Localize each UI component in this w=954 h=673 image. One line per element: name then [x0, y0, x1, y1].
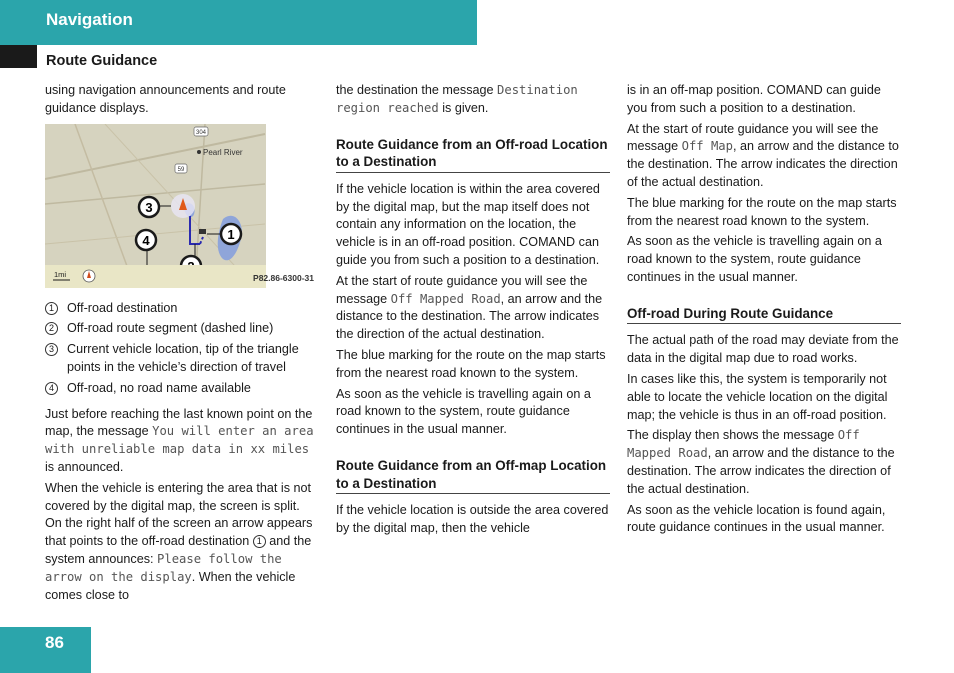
scale-label: 1mi	[54, 269, 67, 279]
paragraph: As soon as the vehicle is travelling again on a road known to the system, route guidance continues in the usual manner.	[627, 234, 882, 284]
section-title: Route Guidance	[46, 53, 158, 69]
svg-text:4: 4	[142, 232, 150, 248]
map-image	[45, 124, 266, 288]
paragraph: The blue marking for the route on the map starts from the nearest road known to the system.	[336, 347, 606, 380]
system-message: Destination region reached	[336, 83, 578, 115]
subheading: Route Guidance from an Off-map Location to a Destination	[336, 457, 610, 494]
legend-number: 2	[45, 322, 58, 335]
column-3	[627, 82, 901, 540]
paragraph: The display then shows the message Off Mapped Road, an arrow and the distance to the destination. The arrow indicates the direction of the actual destination.	[627, 428, 895, 496]
paragraph: is in an off-map position. COMAND can guide you from such a position to a destination.	[627, 83, 881, 115]
subheading: Route Guidance from an Off-road Location to a Destination	[336, 136, 610, 173]
system-message: Please follow the arrow on the display	[45, 551, 282, 584]
legend-number: 4	[45, 382, 58, 395]
section-marker	[0, 45, 37, 68]
place-dot	[197, 150, 201, 154]
legend-item: 3 Current vehicle location, tip of the triangle points in the vehicle’s direction of travel	[45, 341, 319, 377]
map-figure	[45, 124, 318, 288]
legend-item: 1 Off-road destination	[45, 300, 319, 318]
paragraph: At the start of route guidance you will see the message Off Mapped Road, an arrow and the distance to the destination. The arrow indicates the direction of the actual destination.	[336, 273, 603, 342]
figure-legend	[45, 300, 319, 398]
inline-number: 1	[253, 535, 266, 548]
system-message: You will enter an area with unreliable map data in xx miles	[45, 424, 314, 457]
paragraph: Just before reaching the last known point on the map, the message You will enter an area with unreliable map data in xx miles is announced.	[45, 406, 314, 474]
svg-text:304: 304	[195, 129, 207, 136]
paragraph: In cases like this, the system is temporarily not able to locate the vehicle location on the digital map; the vehicle is thus in an off-road position.	[627, 371, 888, 422]
paragraph: As soon as the vehicle location is found again, route guidance continues in the usual manner.	[627, 502, 886, 535]
place-label: Pearl River	[203, 147, 243, 157]
system-message: Off Map	[681, 139, 733, 154]
paragraph: If the vehicle location is within the area covered by the digital map, but the map itself does not contain any information on the location, the vehicle is in an off-road position. COMAND can guide you from such a position to a destination.	[336, 181, 600, 267]
legend-number: 3	[45, 343, 58, 356]
paragraph: When the vehicle is entering the area that is not covered by the digital map, the screen is split. On the right half of the screen an arrow appears that points to the off-road destination 1 and the system announces: Please follow the arrow on the display. When the vehicle comes close to	[45, 480, 313, 602]
figure-id: P82.86-6300-31	[253, 272, 314, 283]
paragraph: The actual path of the road may deviate from the data in the digital map due to road works.	[627, 333, 899, 366]
system-message: Off Mapped Road	[627, 428, 860, 461]
paragraph: the destination the message Destination region reached is given.	[336, 83, 578, 115]
paragraph: The blue marking for the route on the map starts from the nearest road known to the system.	[627, 195, 897, 228]
intro-paragraph: using navigation announcements and route guidance displays.	[45, 83, 286, 115]
legend-item: 4 Off-road, no road name available	[45, 380, 319, 398]
svg-text:3: 3	[145, 199, 153, 215]
column-1	[45, 82, 319, 607]
svg-text:59: 59	[177, 166, 185, 173]
map-status-bar	[45, 265, 266, 288]
svg-text:1: 1	[227, 226, 235, 242]
column-2	[336, 82, 610, 541]
legend-number: 1	[45, 302, 58, 315]
paragraph: At the start of route guidance you will see the message Off Map, an arrow and the distance to the destination. The arrow indicates the direction of the actual destination.	[627, 121, 899, 189]
subheading: Off-road During Route Guidance	[627, 305, 901, 325]
system-message: Off Mapped Road	[390, 291, 501, 306]
destination-flag	[199, 229, 206, 234]
paragraph: If the vehicle location is outside the area covered by the digital map, then the vehicle	[336, 503, 609, 535]
page-number: 86	[45, 633, 64, 652]
paragraph: As soon as the vehicle is travelling again on a road known to the system, route guidance continues in the usual manner.	[336, 386, 591, 437]
chapter-title: Navigation	[46, 10, 133, 29]
legend-item: 2 Off-road route segment (dashed line)	[45, 320, 319, 338]
